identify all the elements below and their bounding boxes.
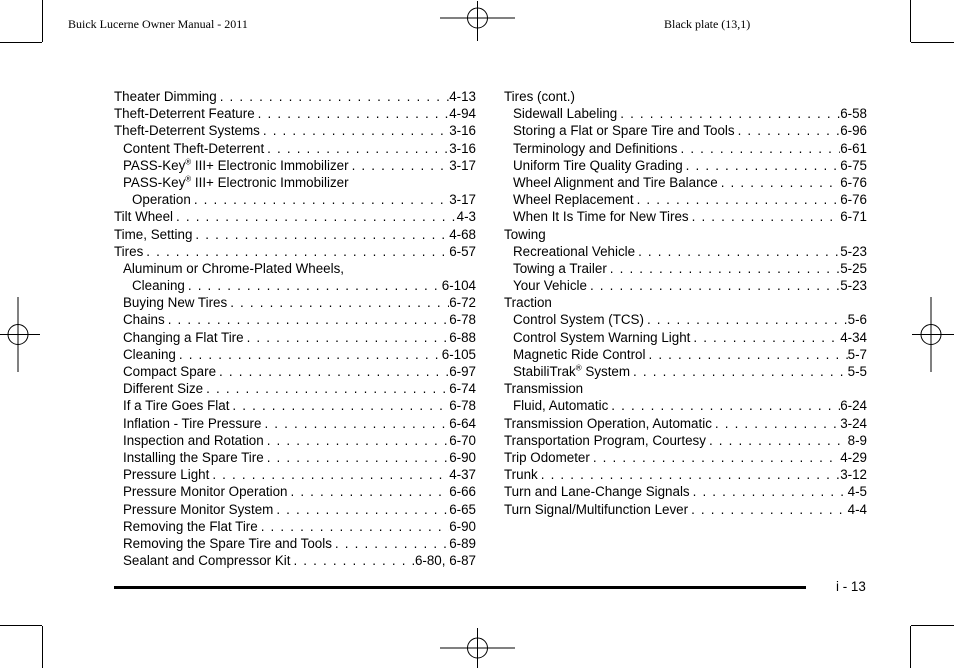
dot-leader — [192, 226, 449, 243]
dot-leader — [176, 346, 442, 363]
index-column-right — [504, 88, 867, 518]
dot-leader — [290, 552, 414, 569]
index-entry-text: Pressure Monitor Operation — [123, 484, 288, 500]
index-entry — [114, 277, 476, 294]
index-entry — [114, 552, 476, 569]
index-entry-text: Wheel Replacement — [513, 192, 634, 208]
index-entry-page: 6-64 — [449, 415, 476, 431]
index-entry-page: 3-16 — [449, 123, 476, 139]
dot-leader — [607, 260, 840, 277]
index-entry — [504, 140, 867, 157]
index-entry-text: PASS-Key® III+ Electronic Immobilizer — [123, 174, 349, 190]
index-entry-page: 4-3 — [456, 209, 476, 225]
index-entry-text: Different Size — [123, 381, 204, 397]
index-entry-text: Installing the Spare Tire — [123, 449, 264, 465]
dot-leader — [229, 397, 449, 414]
dot-leader — [538, 466, 840, 483]
registration-mark-left-icon — [0, 297, 40, 372]
index-column-left — [114, 88, 476, 569]
index-entry-text: Removing the Spare Tire and Tools — [123, 535, 332, 551]
dot-leader — [634, 191, 841, 208]
index-entry-text: Trunk — [504, 467, 538, 483]
footer-rule — [114, 586, 806, 589]
index-entry-text: Pressure Light — [123, 467, 210, 483]
index-entry-text: PASS-Key® III+ Electronic Immobilizer — [123, 157, 349, 173]
dot-leader — [590, 449, 840, 466]
index-entry-text: Transportation Program, Courtesy — [504, 432, 706, 448]
index-entry-page: 5-25 — [840, 260, 867, 276]
index-entry-page: 6-88 — [449, 329, 476, 345]
index-entry-text: Chains — [123, 312, 165, 328]
index-entry-text: Sidewall Labeling — [513, 106, 618, 122]
dot-leader — [191, 191, 449, 208]
dot-leader — [689, 208, 841, 225]
index-entry — [114, 208, 476, 225]
index-entry-text: Theft-Deterrent Feature — [114, 106, 255, 122]
index-entry — [504, 329, 867, 346]
manual-title: Buick Lucerne Owner Manual - 2011 — [68, 17, 248, 31]
index-entry-text: Inflation - Tire Pressure — [123, 415, 262, 431]
index-entry — [504, 105, 867, 122]
index-entry-text: Time, Setting — [114, 226, 193, 242]
page-number: i - 13 — [836, 579, 866, 594]
dot-leader — [332, 535, 449, 552]
index-entry-text: Terminology and Definitions — [513, 140, 678, 156]
index-entry-page: 6-105 — [441, 346, 476, 362]
dot-leader — [264, 449, 450, 466]
index-entry — [114, 122, 476, 139]
index-entry-page: 4-29 — [840, 449, 867, 465]
index-entry-text: Recreational Vehicle — [513, 243, 636, 259]
dot-leader — [735, 122, 841, 139]
index-entry — [114, 535, 476, 552]
index-entry-page: 3-17 — [449, 157, 476, 173]
index-entry-text: If a Tire Goes Flat — [123, 398, 230, 414]
index-entry — [114, 432, 476, 449]
index-entry — [114, 397, 476, 414]
dot-leader — [264, 140, 449, 157]
dot-leader — [261, 415, 449, 432]
dot-leader — [645, 346, 847, 363]
index-entry — [504, 466, 867, 483]
registration-mark-right-icon — [912, 297, 954, 372]
index-entry-page: 4-68 — [449, 226, 476, 242]
index-entry-text: Transmission Operation, Automatic — [504, 415, 712, 431]
dot-leader — [185, 277, 442, 294]
index-entry-page: 6-97 — [449, 364, 476, 379]
index-entry — [504, 483, 867, 500]
index-entry — [114, 346, 476, 363]
dot-leader — [644, 311, 848, 328]
dot-leader — [264, 432, 449, 449]
index-entry — [114, 483, 476, 500]
index-entry-text: Content Theft-Deterrent — [123, 140, 265, 156]
index-entry — [504, 380, 867, 397]
index-entry-page: 5-6 — [847, 312, 867, 328]
index-entry — [504, 174, 867, 191]
index-entry-text: Cleaning — [132, 278, 185, 294]
index-entry-page: 6-66 — [449, 484, 476, 500]
index-entry-page: 6-61 — [840, 140, 867, 156]
index-entry-page: 6-90 — [449, 449, 476, 465]
index-entry — [114, 449, 476, 466]
index-entry-page: 6-76 — [840, 192, 867, 208]
index-entry-page: 6-65 — [449, 501, 476, 517]
index-entry-text: Sealant and Compressor Kit — [123, 553, 291, 569]
index-entry — [114, 415, 476, 432]
registration-mark-top-icon — [440, 1, 515, 41]
index-entry-text: Tilt Wheel — [114, 209, 174, 225]
index-entry — [114, 329, 476, 346]
index-entry — [114, 191, 476, 208]
index-entry-page: 4-13 — [449, 89, 476, 104]
index-entry — [504, 277, 867, 294]
index-entry-text: StabiliTrak® System — [513, 363, 631, 379]
index-entry-page: 6-72 — [449, 295, 476, 311]
index-entry-page: 6-76 — [840, 174, 867, 190]
index-entry-text: Wheel Alignment and Tire Balance — [513, 174, 718, 190]
index-entry-page: 5-23 — [840, 243, 867, 259]
dot-leader — [165, 311, 450, 328]
index-entry-page: 6-78 — [449, 312, 476, 328]
index-entry-page: 6-74 — [449, 381, 476, 397]
index-entry — [504, 346, 867, 363]
index-entry — [504, 363, 867, 380]
index-entry-text: Uniform Tire Quality Grading — [513, 157, 683, 173]
index-entry-page: 6-71 — [840, 209, 867, 225]
dot-leader — [349, 157, 450, 174]
index-entry — [114, 380, 476, 397]
index-entry — [114, 294, 476, 311]
dot-leader — [608, 397, 840, 414]
dot-leader — [173, 208, 457, 225]
index-entry — [504, 260, 867, 277]
dot-leader — [287, 483, 449, 500]
index-entry — [114, 226, 476, 243]
index-entry-text: Removing the Flat Tire — [123, 518, 258, 534]
index-entry-text: Towing a Trailer — [513, 260, 607, 276]
index-entry-page: 5-23 — [840, 278, 867, 294]
index-entry — [504, 88, 867, 105]
index-entry-text: Control System Warning Light — [513, 329, 691, 345]
index-entry — [114, 518, 476, 535]
index-entry-text: Towing — [504, 226, 546, 242]
index-entry-text: Your Vehicle — [513, 278, 587, 294]
index-entry-page: 5-5 — [847, 364, 867, 379]
index-entry — [114, 466, 476, 483]
dot-leader — [683, 157, 841, 174]
index-entry-page: 6-78 — [449, 398, 476, 414]
index-entry — [504, 226, 867, 243]
index-entry-text: Operation — [132, 192, 191, 208]
index-entry-page: 6-104 — [441, 278, 476, 294]
dot-leader — [706, 432, 848, 449]
index-entry-text: Buying New Tires — [123, 295, 228, 311]
index-entry — [114, 311, 476, 328]
index-entry-page: 5-7 — [847, 346, 867, 362]
index-entry-page: 3-16 — [449, 140, 476, 156]
dot-leader — [255, 105, 450, 122]
index-entry-page: 6-90 — [449, 518, 476, 534]
index-entry-text: Turn Signal/Multifunction Lever — [504, 501, 689, 517]
index-entry-page: 6-70 — [449, 432, 476, 448]
dot-leader — [260, 122, 449, 139]
index-entry — [504, 415, 867, 432]
index-entry-page: 6-96 — [840, 123, 867, 139]
dot-leader — [273, 501, 449, 518]
dot-leader — [244, 329, 450, 346]
index-entry-page: 4-94 — [449, 106, 476, 122]
index-entry-text: Aluminum or Chrome-Plated Wheels, — [123, 260, 345, 276]
index-entry — [114, 174, 476, 191]
dot-leader — [718, 174, 840, 191]
dot-leader — [617, 105, 840, 122]
index-entry-text: When It Is Time for New Tires — [513, 209, 689, 225]
dot-leader — [216, 363, 449, 380]
index-entry-page: 4-4 — [847, 501, 867, 517]
index-entry — [114, 140, 476, 157]
index-entry-text: Pressure Monitor System — [123, 501, 274, 517]
index-entry-text: Trip Odometer — [504, 449, 590, 465]
dot-leader — [678, 140, 841, 157]
index-entry-text: Storing a Flat or Spare Tire and Tools — [513, 123, 735, 139]
index-entry — [504, 449, 867, 466]
index-entry-page: 4-37 — [449, 467, 476, 483]
dot-leader — [712, 415, 840, 432]
index-entry-page: 4-34 — [840, 329, 867, 345]
index-entry — [504, 311, 867, 328]
index-entry-text: Tires (cont.) — [504, 89, 575, 104]
dot-leader — [143, 243, 449, 260]
index-entry-page: 6-57 — [449, 243, 476, 259]
dot-leader — [630, 363, 848, 380]
dot-leader — [635, 243, 840, 260]
index-entry-text: Compact Spare — [123, 364, 217, 379]
dot-leader — [690, 483, 848, 500]
registration-mark-bottom-icon — [440, 628, 515, 668]
dot-leader — [258, 518, 449, 535]
index-entry-page: 4-5 — [847, 484, 867, 500]
index-entry-text: Theater Dimming — [114, 89, 217, 104]
dot-leader — [209, 466, 449, 483]
dot-leader — [587, 277, 840, 294]
index-entry-text: Tires — [114, 243, 144, 259]
dot-leader — [690, 329, 840, 346]
index-entry-page: 6-89 — [449, 535, 476, 551]
index-entry-text: Control System (TCS) — [513, 312, 644, 328]
index-entry — [504, 157, 867, 174]
index-entry — [114, 501, 476, 518]
dot-leader — [217, 88, 449, 105]
index-entry — [114, 157, 476, 174]
dot-leader — [688, 501, 848, 518]
index-entry — [504, 208, 867, 225]
index-entry — [504, 191, 867, 208]
index-entry-text: Theft-Deterrent Systems — [114, 123, 260, 139]
index-entry-text: Inspection and Rotation — [123, 432, 264, 448]
index-entry-text: Turn and Lane-Change Signals — [504, 484, 690, 500]
index-entry — [504, 501, 867, 518]
plate-label: Black plate (13,1) — [664, 17, 751, 31]
index-entry-page: 6-80, 6-87 — [414, 553, 476, 569]
dot-leader — [227, 294, 449, 311]
index-entry — [114, 243, 476, 260]
index-entry-page: 6-75 — [840, 157, 867, 173]
index-entry-text: Changing a Flat Tire — [123, 329, 244, 345]
index-entry-page: 3-12 — [840, 467, 867, 483]
index-entry — [114, 88, 476, 105]
index-entry — [114, 260, 476, 277]
index-entry — [114, 363, 476, 380]
index-entry — [504, 294, 867, 311]
index-entry — [114, 105, 476, 122]
dot-leader — [203, 380, 449, 397]
index-entry-page: 8-9 — [847, 432, 867, 448]
index-entry-page: 3-17 — [449, 192, 476, 208]
index-entry-page: 6-24 — [840, 398, 867, 414]
index-entry-text: Fluid, Automatic — [513, 398, 609, 414]
index-entry — [504, 122, 867, 139]
index-entry-text: Magnetic Ride Control — [513, 346, 646, 362]
index-entry-text: Cleaning — [123, 346, 176, 362]
index-entry — [504, 243, 867, 260]
index-entry — [504, 432, 867, 449]
index-entry-page: 3-24 — [840, 415, 867, 431]
index-entry-text: Traction — [504, 295, 552, 311]
index-entry-page: 6-58 — [840, 106, 867, 122]
index-entry — [504, 397, 867, 414]
index-entry-text: Transmission — [504, 381, 584, 397]
